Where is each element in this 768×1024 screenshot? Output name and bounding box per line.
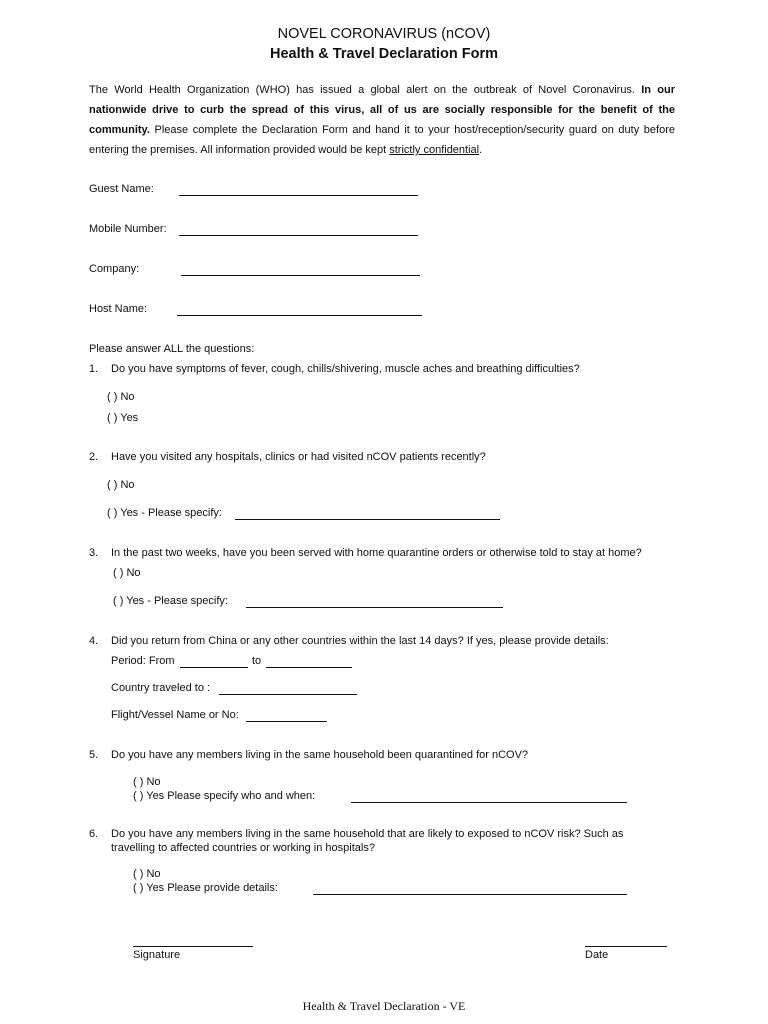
intro-text-confidential: strictly confidential <box>389 144 480 156</box>
q4-period-from-label: Period: From <box>111 655 175 667</box>
question-5-text: Do you have any members living in the same household been quarantined for nCOV? <box>111 749 529 761</box>
q3-specify-field[interactable] <box>246 607 503 608</box>
intro-text-1: The World Health Organization (WHO) has issued a global alert on the outbreak of Novel Coronavirus. <box>89 84 635 96</box>
q5-specify-field[interactable] <box>351 802 627 803</box>
q4-period-to-label: to <box>252 655 262 667</box>
intro-text-bold: In our nationwide drive to curb the spread of this virus, all of us are socially responsible for the benefit of the community. <box>89 84 675 136</box>
question-3 <box>89 547 642 561</box>
question-4-text: Did you return from China or any other countries within the last 14 days? If yes, please provide details: <box>111 635 609 647</box>
question-5 <box>89 749 528 763</box>
question-6-text-line-2: travelling to affected countries or working in hospitals? <box>111 841 375 854</box>
q5-option-yes[interactable]: ( ) Yes Please specify who and when: <box>133 790 316 802</box>
q4-flight-field[interactable] <box>246 721 327 722</box>
date-line[interactable] <box>585 946 667 947</box>
intro-text-end: . <box>479 144 483 156</box>
form-title: NOVEL CORONAVIRUS (nCOV) <box>277 26 491 42</box>
question-4 <box>89 635 609 649</box>
question-6-number: 6. <box>89 828 99 840</box>
mobile-number-field[interactable] <box>179 235 418 236</box>
q1-option-no[interactable]: ( ) No <box>107 391 135 403</box>
question-3-text: In the past two weeks, have you been served with home quarantine orders or otherwise told to stay at home? <box>111 547 642 559</box>
date-label: Date <box>585 949 609 961</box>
q2-option-yes[interactable]: ( ) Yes - Please specify: <box>107 507 222 519</box>
q6-details-field[interactable] <box>313 894 627 895</box>
question-1-number: 1. <box>89 363 99 375</box>
question-6-text-line-1: Do you have any members living in the same household that are likely to exposed to nCOV risk? Such as <box>111 828 624 840</box>
intro-paragraph <box>89 80 675 160</box>
form-subtitle: Health & Travel Declaration Form <box>269 46 499 62</box>
q1-option-yes[interactable]: ( ) Yes <box>107 412 139 424</box>
question-6 <box>89 828 675 856</box>
q4-flight-label: Flight/Vessel Name or No: <box>111 709 239 721</box>
mobile-number-label: Mobile Number: <box>89 223 167 235</box>
q6-option-no[interactable]: ( ) No <box>133 868 161 880</box>
q3-option-yes[interactable]: ( ) Yes - Please specify: <box>113 595 228 607</box>
host-name-label: Host Name: <box>89 303 148 315</box>
intro-text-2: Please complete the Declaration Form and hand it to your host/reception/security guard on duty before entering the premises. All information provided would be kept <box>89 124 675 156</box>
questions-intro: Please answer ALL the questions: <box>89 343 255 355</box>
host-name-field[interactable] <box>177 315 422 316</box>
question-1 <box>89 363 580 377</box>
question-5-number: 5. <box>89 749 99 761</box>
question-3-number: 3. <box>89 547 99 559</box>
question-4-number: 4. <box>89 635 99 647</box>
q2-specify-field[interactable] <box>235 519 500 520</box>
guest-name-field[interactable] <box>179 195 418 196</box>
q4-country-label: Country traveled to : <box>111 682 211 694</box>
company-field[interactable] <box>181 275 420 276</box>
question-2-number: 2. <box>89 451 99 463</box>
q3-option-no[interactable]: ( ) No <box>113 567 141 579</box>
question-2 <box>89 451 486 465</box>
question-2-text: Have you visited any hospitals, clinics or had visited nCOV patients recently? <box>111 451 486 463</box>
signature-label: Signature <box>133 949 181 961</box>
q4-country-field[interactable] <box>219 694 357 695</box>
q5-option-no[interactable]: ( ) No <box>133 776 161 788</box>
question-6-line-1 <box>89 828 675 842</box>
q4-period-from-field[interactable] <box>180 667 248 668</box>
q6-option-yes[interactable]: ( ) Yes Please provide details: <box>133 882 278 894</box>
company-label: Company: <box>89 263 140 275</box>
guest-name-label: Guest Name: <box>89 183 154 195</box>
page-footer: Health & Travel Declaration - VE <box>302 999 466 1013</box>
signature-line[interactable] <box>133 946 253 947</box>
q4-period-to-field[interactable] <box>266 667 352 668</box>
q2-option-no[interactable]: ( ) No <box>107 479 135 491</box>
question-1-text: Do you have symptoms of fever, cough, chills/shivering, muscle aches and breathing difficulties? <box>111 363 580 375</box>
